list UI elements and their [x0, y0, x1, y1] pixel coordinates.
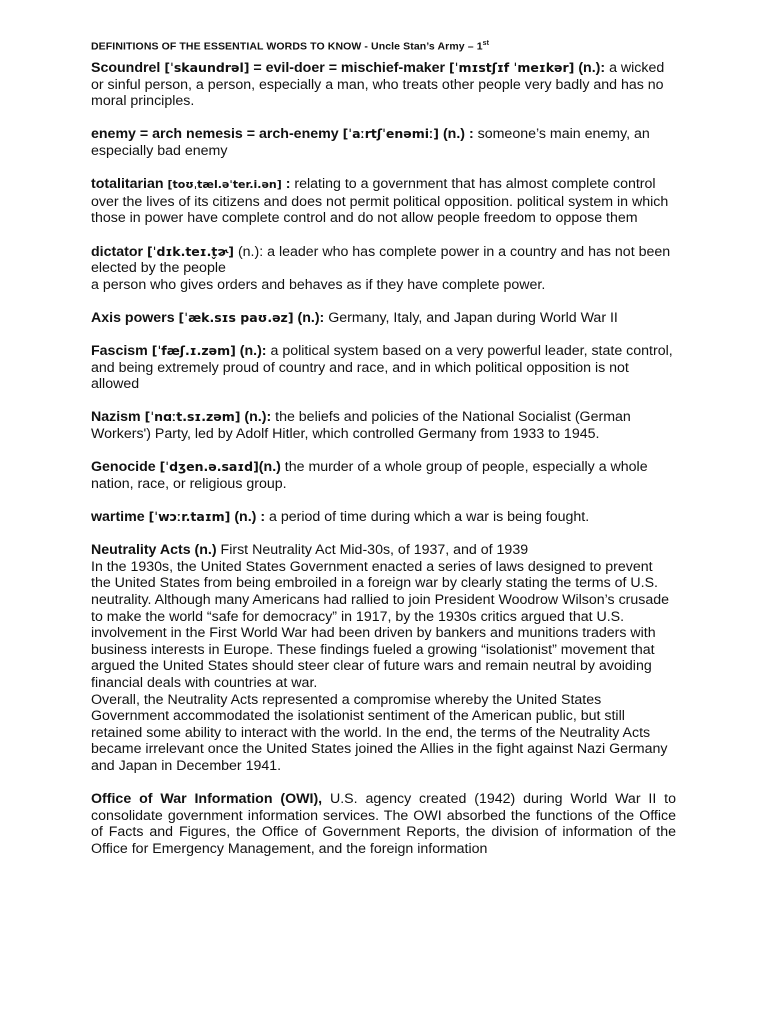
entry-pronunciation: [ˈaːrtʃˈenəmiː] — [342, 126, 440, 142]
entry-fascism — [91, 343, 676, 393]
entry-wartime — [91, 509, 676, 526]
entry-definition: a political system based on a very powerful leader, state control, and being extremely proud of country and race, and in which political opposition is not allowed — [91, 343, 673, 393]
entry-part-of-speech: (n.): — [234, 243, 268, 260]
entry-definition: a period of time during which a war is being fought. — [268, 509, 590, 526]
entry-enemy — [91, 126, 676, 159]
header-superscript: st — [482, 40, 490, 47]
entry-pronunciation: [ˈwɔːr.taɪm] — [148, 509, 231, 525]
entry-scoundrel — [91, 60, 676, 110]
entry-neutrality-acts — [91, 542, 676, 774]
entry-pronunciation: [ˈnɑːt.sɪ.zəm] — [144, 409, 241, 425]
entry-part-of-speech: (n.): — [574, 60, 610, 76]
entry-definition: Germany, Italy, and Japan during World War II — [328, 309, 618, 326]
entry-definition: a leader who has complete power in a country and has not been elected by the people — [91, 243, 671, 277]
page-header — [91, 40, 676, 60]
entry-definition: In the 1930s, the United States Government enacted a series of laws designed to prevent the United States from being embroiled in a foreign war by clearly stating the terms of U.S. neutrality. Although many Americans had rallied to join President Woodrow Wilson’s crusade to make the world “safe for democracy” in 1917, by the 1930s critics argued that U.S. involvement in the First World War had been driven by bankers and munitions traders with business interests in Europe. These findings fueled a growing “isolationist” movement that argued the United States should steer clear of future wars and remain neutral by avoiding financial deals with countries at war. — [91, 558, 670, 691]
entry-pronunciation-2: [ˈmɪstʃɪf ˈmeɪkər] — [448, 60, 575, 75]
entry-term: Neutrality Acts (n.) — [91, 542, 221, 559]
entry-axis-powers — [91, 310, 676, 327]
entry-part-of-speech: (n.): — [293, 309, 329, 326]
entry-term: dictator — [91, 243, 147, 260]
entry-pronunciation: [toʊˌtæl.əˈter.i.ən] — [167, 178, 282, 192]
entry-definition: someone’s main enemy, an especially bad enemy — [91, 126, 650, 159]
entry-part-of-speech: (n.) : — [230, 509, 269, 526]
entry-definition: a wicked or sinful person, a person, especially a man, who treats other people very badly and has no moral principles. — [91, 60, 665, 110]
entry-term: Axis powers — [91, 309, 179, 326]
entry-definition-2: Overall, the Neutrality Acts represented a compromise whereby the United States Government accommodated the isolationist sentiment of the American public, but still retained some ability to interact with the world. In the end, the terms of the Neutrality Acts became irrelevant once the United States joined the Allies in the fight against Nazi Germany and Japan in December 1941. — [91, 691, 668, 774]
entry-term: Nazism — [91, 409, 145, 426]
entry-pronunciation: [ˈskaundrəl] — [164, 60, 250, 75]
entry-lead: First Neutrality Act Mid-30s, of 1937, and of 1939 — [220, 542, 529, 559]
entry-part-of-speech: (n.): — [240, 409, 276, 426]
entry-dictator — [91, 244, 676, 294]
header-text: DEFINITIONS OF THE ESSENTIAL WORDS TO KNOW - Uncle Stan’s Army – 1 — [91, 40, 483, 53]
entry-definition: relating to a government that has almost complete control over the lives of its citizens and does not permit political opposition. political system in which those in power have complete control and do not allow people freedom to oppose them — [91, 176, 669, 227]
entry-term: Fascism — [91, 343, 152, 360]
entry-definition: the beliefs and policies of the National Socialist (German Workers') Party, led by Adolf Hitler, which controlled Germany from 1933 to 1945. — [91, 409, 631, 443]
entry-term: totalitarian — [91, 176, 168, 193]
entry-genocide — [91, 459, 676, 492]
entry-part-of-speech: : — [281, 176, 295, 193]
entry-synonyms: = evil-doer = mischief-maker — [249, 60, 449, 76]
entry-definition-2: a person who gives orders and behaves as if they have complete power. — [91, 276, 546, 293]
entry-definition: the murder of a whole group of people, especially a whole nation, race, or religious group. — [91, 459, 648, 492]
entry-term: Genocide — [91, 459, 160, 476]
document-page — [91, 40, 676, 874]
entry-part-of-speech: (n.): — [235, 343, 271, 360]
entry-totalitarian — [91, 176, 676, 227]
entry-term: Office of War Information (OWI), — [91, 791, 330, 808]
entry-pronunciation: [ˈæk.sɪs paʊ.əz] — [178, 309, 294, 325]
entry-part-of-speech: (n.) — [258, 459, 285, 476]
entry-term: enemy = arch nemesis = arch-enemy — [91, 126, 343, 143]
entry-nazism — [91, 409, 676, 442]
entry-pronunciation: [ˈdɪk.teɪ.t̬ɚ] — [146, 243, 234, 259]
entry-pronunciation: [ˈfæʃ.ɪ.zəm] — [151, 343, 236, 359]
entry-pronunciation: [ˈdʒen.ə.saɪd] — [159, 459, 259, 475]
entry-term: wartime — [91, 509, 149, 526]
entry-definition: U.S. agency created (1942) during World War II to consolidate government information services. The OWI absorbed the functions of the Office of Facts and Figures, the Office of Government Reports, the division of information of the Office for Emergency Management, and the foreign information — [91, 791, 676, 857]
entry-owi — [91, 791, 676, 857]
entry-term: Scoundrel — [91, 60, 161, 76]
entry-part-of-speech: (n.) : — [439, 126, 478, 143]
